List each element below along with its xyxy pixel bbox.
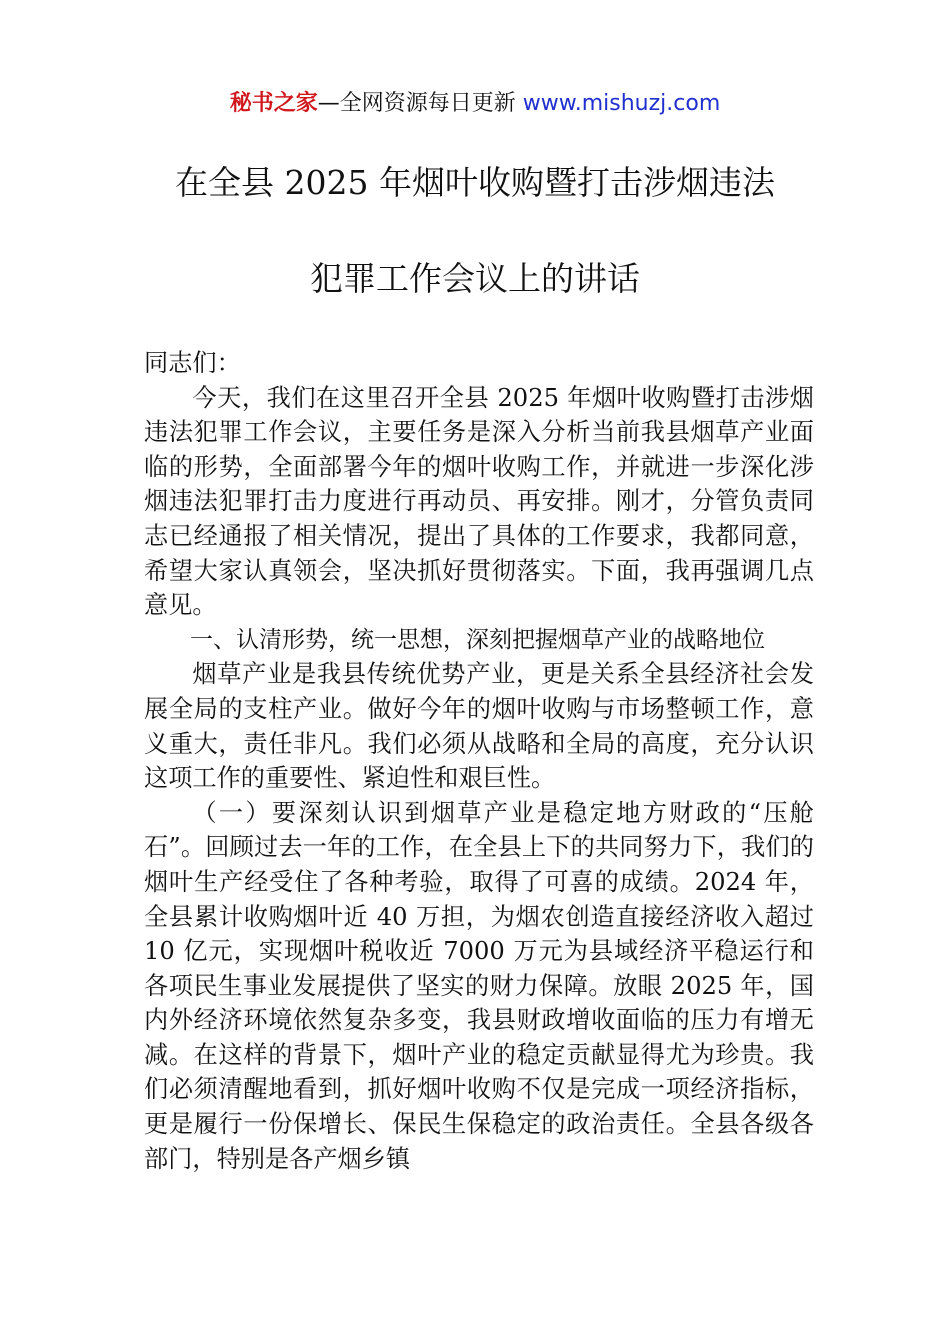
header-slogan: —全网资源每日更新 bbox=[317, 91, 523, 116]
site-header bbox=[0, 88, 950, 120]
site-link[interactable]: www.mishuzj.com bbox=[522, 91, 721, 116]
section-heading-1: 一、认清形势，统一思想，深刻把握烟草产业的战略地位 bbox=[190, 626, 765, 653]
paragraph-overview: 烟草产业是我县传统优势产业，更是关系全县经济社会发展全局的支柱产业。做好今年的烟叶收购与市场整顿工作，意义重大，责任非凡。我们必须从战略和全局的高度，充分认识这项工作的重要性、紧迫性和艰巨性。 bbox=[144, 660, 814, 793]
salutation: 同志们： bbox=[144, 349, 241, 377]
paragraph-intro: 今天，我们在这里召开全县 2025 年烟叶收购暨打击涉烟违法犯罪工作会议，主要任务是深入分析当前我县烟草产业面临的形势，全面部署今年的烟叶收购工作，并就进一步深化涉烟违法犯罪打击力度进行再动员、再安排。刚才，分管负责同志已经通报了相关情况，提出了具体的工作要求，我都同意，希望大家认真领会，坚决抓好贯彻落实。下面，我再强调几点意见。 bbox=[144, 383, 814, 620]
document-title-line-2: 犯罪工作会议上的讲话 bbox=[310, 259, 640, 298]
document-body bbox=[144, 346, 814, 1176]
paragraph-subsection-1: （一）要深刻认识到烟草产业是稳定地方财政的“压舱石”。回顾过去一年的工作，在全县上下的共同努力下，我们的烟叶生产经受住了各种考验，取得了可喜的成绩。2024 年，全县累计收购烟叶近 40 万担，为烟农创造直接经济收入超过 10 亿元，实现烟叶税收近 7000 万元为县域经济平稳运行和各项民生事业发展提供了坚实的财力保障。放眼 2025 年，国内外经济环境依然复杂多变，我县财政增收面临的压力有增无减。在这样的背景下，烟叶产业的稳定贡献显得尤为珍贵。我们必须清醒地看到，抓好烟叶收购不仅是完成一项经济指标，更是履行一份保增长、保民生保稳定的政治责任。全县各级各部门，特别是各产烟乡镇 bbox=[144, 798, 814, 1173]
document-title-line-1: 在全县 2025 年烟叶收购暨打击涉烟违法 bbox=[175, 163, 775, 202]
brand-name: 秘书之家 bbox=[229, 91, 318, 116]
